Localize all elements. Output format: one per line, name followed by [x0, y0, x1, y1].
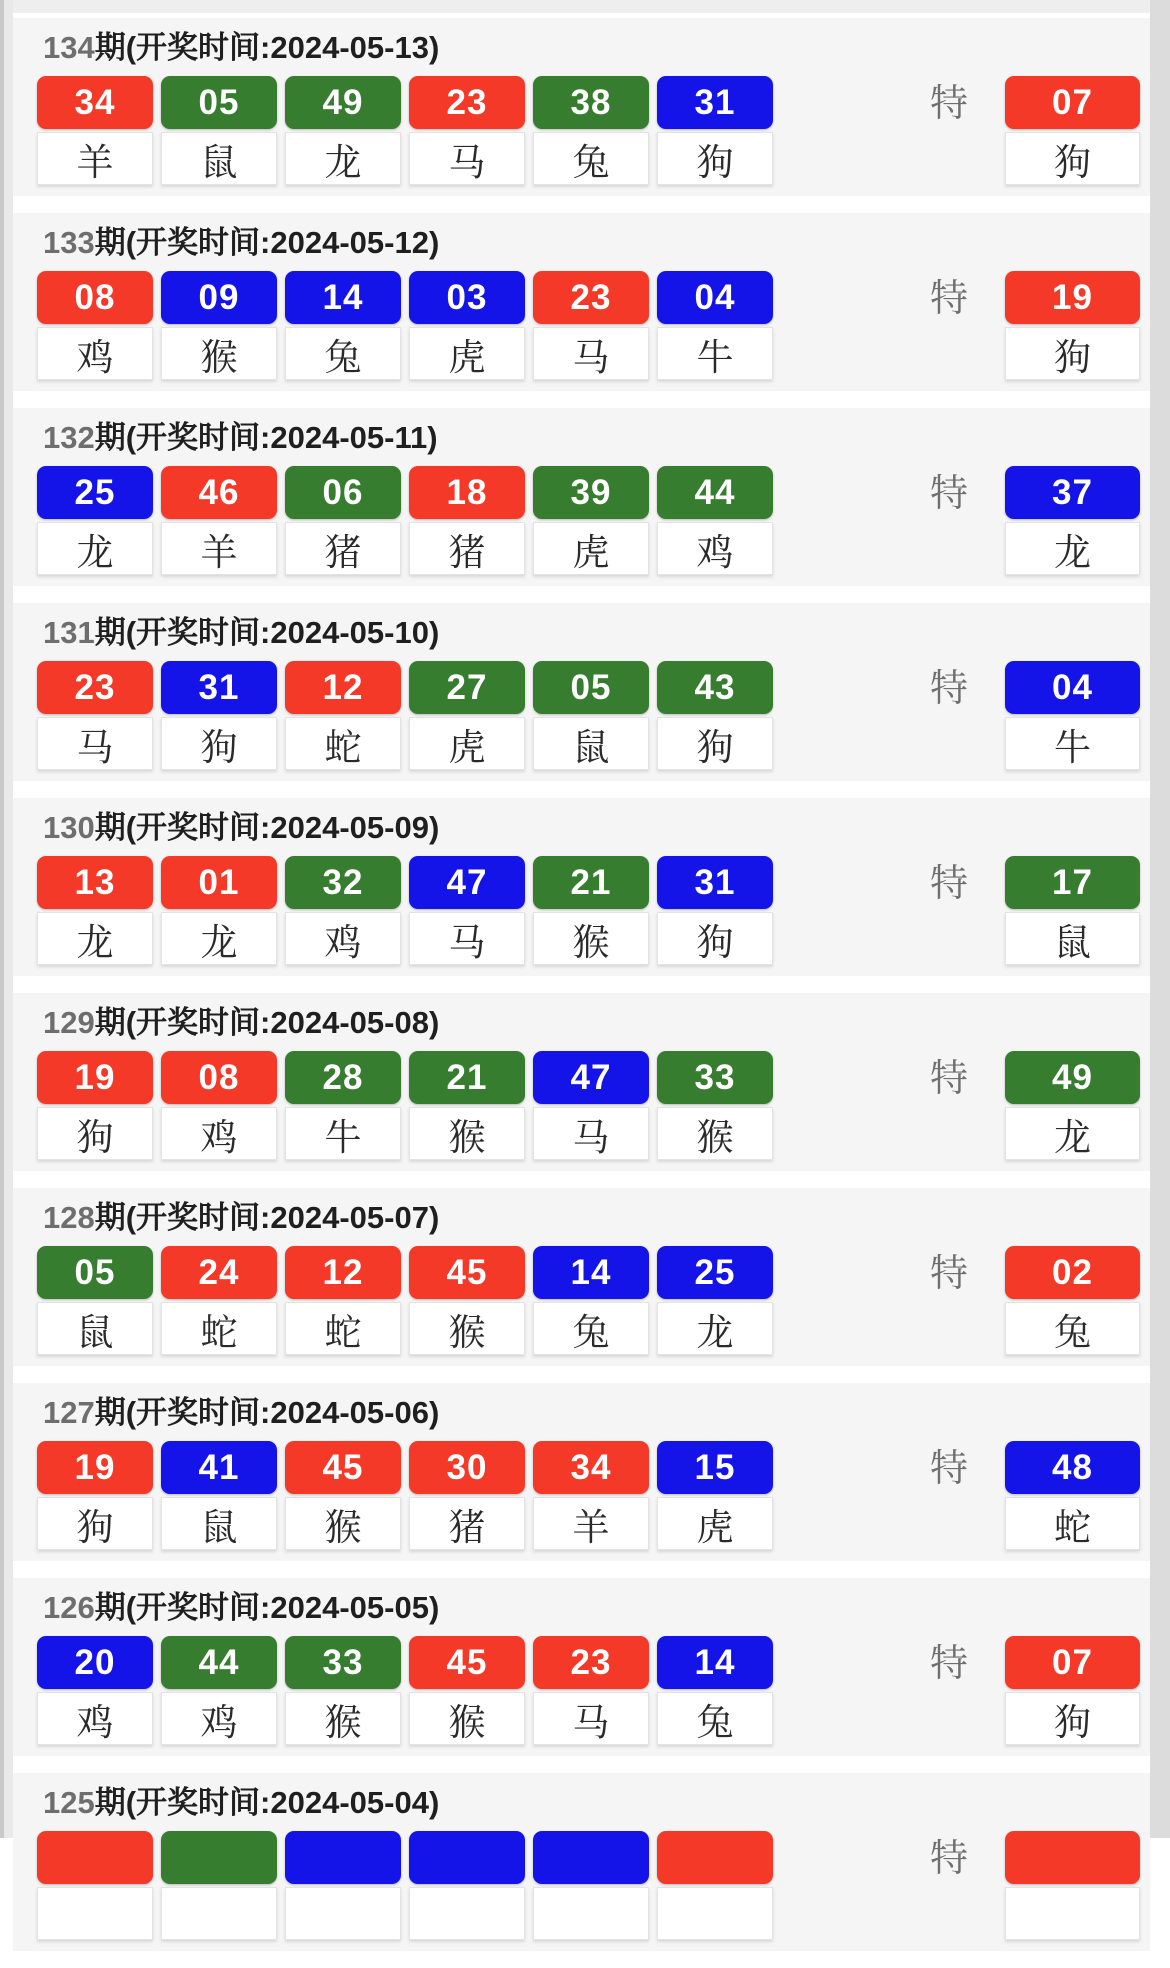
- special-number-ball: 19: [1005, 271, 1140, 324]
- zodiac-label: 狗: [657, 132, 773, 185]
- zodiac-label: 虎: [533, 522, 649, 575]
- zodiac-label: 虎: [657, 1497, 773, 1550]
- special-number-column: [1005, 661, 1140, 770]
- zodiac-label: 猪: [409, 522, 525, 575]
- number-column: [37, 1246, 153, 1355]
- zodiac-label: 鸡: [161, 1107, 277, 1160]
- special-zodiac-label: 龙: [1005, 1107, 1140, 1160]
- draw-section: [13, 603, 1150, 781]
- number-column: [285, 1831, 401, 1940]
- draw-date-info: 期(开奖时间:2024-05-07): [94, 1200, 440, 1235]
- special-number-ball: 04: [1005, 661, 1140, 714]
- ball-row: [13, 1636, 1150, 1745]
- special-number-ball: 17: [1005, 856, 1140, 909]
- ball-row: [13, 1246, 1150, 1355]
- draw-section: [13, 1188, 1150, 1366]
- number-ball: 30: [409, 1441, 525, 1494]
- number-ball: 14: [657, 1636, 773, 1689]
- special-number-column: [1005, 1246, 1140, 1355]
- zodiac-label: 马: [409, 912, 525, 965]
- ball-row: [13, 466, 1150, 575]
- number-column: [533, 661, 649, 770]
- number-column: [533, 1441, 649, 1550]
- zodiac-label: 羊: [37, 132, 153, 185]
- number-ball: 31: [161, 661, 277, 714]
- special-marker-label: 特: [929, 1448, 968, 1490]
- number-ball: 20: [37, 1636, 153, 1689]
- special-marker-label: 特: [929, 278, 968, 320]
- number-column: [657, 1636, 773, 1745]
- ball-row: [13, 661, 1150, 770]
- special-zodiac-label: 兔: [1005, 1302, 1140, 1355]
- number-column: [161, 661, 277, 770]
- number-column: [285, 856, 401, 965]
- draw-header: [43, 617, 1150, 649]
- zodiac-label: 龙: [657, 1302, 773, 1355]
- number-column: [37, 1441, 153, 1550]
- zodiac-label: 兔: [533, 132, 649, 185]
- zodiac-label: 鼠: [37, 1302, 153, 1355]
- zodiac-label: 羊: [533, 1497, 649, 1550]
- draw-header: [43, 1007, 1150, 1039]
- number-ball: 05: [533, 661, 649, 714]
- number-ball: 46: [161, 466, 277, 519]
- special-zodiac-label: 蛇: [1005, 1497, 1140, 1550]
- number-ball: 44: [161, 1636, 277, 1689]
- draw-section: [13, 993, 1150, 1171]
- special-number-column: [1005, 76, 1140, 185]
- special-zodiac-label: 鼠: [1005, 912, 1140, 965]
- zodiac-label: 牛: [285, 1107, 401, 1160]
- number-column: [533, 466, 649, 575]
- number-ball: 23: [409, 76, 525, 129]
- number-ball: [285, 1831, 401, 1884]
- zodiac-label: [533, 1887, 649, 1940]
- number-column: [409, 856, 525, 965]
- zodiac-label: 牛: [657, 327, 773, 380]
- draw-period-number: 128: [43, 1200, 95, 1235]
- number-ball: 06: [285, 466, 401, 519]
- draw-period-number: 131: [43, 615, 95, 650]
- draw-date-info: 期(开奖时间:2024-05-08): [94, 1005, 440, 1040]
- number-column: [409, 1831, 525, 1940]
- special-marker-label: 特: [929, 83, 968, 125]
- special-number-ball: 49: [1005, 1051, 1140, 1104]
- number-ball: 38: [533, 76, 649, 129]
- special-marker-label: 特: [929, 1058, 968, 1100]
- zodiac-label: [409, 1887, 525, 1940]
- number-column: [285, 661, 401, 770]
- number-column: [285, 271, 401, 380]
- special-number-column: [1005, 1051, 1140, 1160]
- draw-header: [43, 227, 1150, 259]
- special-number-column: [1005, 1831, 1140, 1940]
- number-ball: 12: [285, 661, 401, 714]
- number-column: [285, 1441, 401, 1550]
- zodiac-label: 狗: [37, 1497, 153, 1550]
- zodiac-label: 龙: [37, 522, 153, 575]
- zodiac-label: 狗: [657, 717, 773, 770]
- special-number-ball: 07: [1005, 76, 1140, 129]
- number-ball: 15: [657, 1441, 773, 1494]
- left-gutter: [0, 0, 13, 1838]
- draw-period-number: 130: [43, 810, 95, 845]
- special-zodiac-label: [1005, 1887, 1140, 1940]
- zodiac-label: 鸡: [285, 912, 401, 965]
- draw-date-info: 期(开奖时间:2024-05-12): [94, 225, 440, 260]
- zodiac-label: 鸡: [161, 1692, 277, 1745]
- number-ball: [37, 1831, 153, 1884]
- number-column: [409, 1246, 525, 1355]
- zodiac-label: 猴: [657, 1107, 773, 1160]
- number-column: [285, 466, 401, 575]
- special-number-column: [1005, 271, 1140, 380]
- special-marker-label: 特: [929, 473, 968, 515]
- zodiac-label: 猴: [533, 912, 649, 965]
- zodiac-label: 羊: [161, 522, 277, 575]
- number-column: [161, 466, 277, 575]
- number-ball: [533, 1831, 649, 1884]
- draw-section: [13, 408, 1150, 586]
- draw-date-info: 期(开奖时间:2024-05-09): [94, 810, 440, 845]
- draw-header: [43, 32, 1150, 64]
- zodiac-label: 狗: [37, 1107, 153, 1160]
- special-number-ball: 48: [1005, 1441, 1140, 1494]
- number-ball: 19: [37, 1441, 153, 1494]
- zodiac-label: 狗: [161, 717, 277, 770]
- ball-row: [13, 271, 1150, 380]
- number-ball: 05: [37, 1246, 153, 1299]
- zodiac-label: 兔: [533, 1302, 649, 1355]
- draw-section: [13, 1578, 1150, 1756]
- zodiac-label: 虎: [409, 327, 525, 380]
- zodiac-label: 猪: [285, 522, 401, 575]
- number-column: [37, 76, 153, 185]
- zodiac-label: 鼠: [161, 1497, 277, 1550]
- number-ball: 09: [161, 271, 277, 324]
- number-column: [657, 1831, 773, 1940]
- number-column: [409, 271, 525, 380]
- number-ball: 13: [37, 856, 153, 909]
- special-number-ball: 02: [1005, 1246, 1140, 1299]
- draw-header: [43, 422, 1150, 454]
- zodiac-label: 马: [533, 1692, 649, 1745]
- number-column: [161, 1636, 277, 1745]
- special-number-ball: 07: [1005, 1636, 1140, 1689]
- number-ball: 25: [37, 466, 153, 519]
- zodiac-label: 马: [533, 327, 649, 380]
- draw-header: [43, 812, 1150, 844]
- zodiac-label: [285, 1887, 401, 1940]
- special-marker-label: 特: [929, 668, 968, 710]
- draw-section: [13, 213, 1150, 391]
- number-column: [285, 1246, 401, 1355]
- number-column: [533, 1831, 649, 1940]
- number-ball: 43: [657, 661, 773, 714]
- draw-section: [13, 18, 1150, 196]
- draw-period-number: 133: [43, 225, 95, 260]
- number-ball: 14: [533, 1246, 649, 1299]
- number-column: [657, 661, 773, 770]
- number-column: [37, 271, 153, 380]
- special-zodiac-label: 狗: [1005, 327, 1140, 380]
- number-ball: 23: [37, 661, 153, 714]
- draw-period-number: 125: [43, 1785, 95, 1820]
- special-number-column: [1005, 1636, 1140, 1745]
- number-column: [37, 661, 153, 770]
- number-column: [657, 1246, 773, 1355]
- zodiac-label: 猴: [409, 1107, 525, 1160]
- draw-header: [43, 1202, 1150, 1234]
- draw-period-number: 134: [43, 30, 95, 65]
- number-column: [533, 1246, 649, 1355]
- draw-date-info: 期(开奖时间:2024-05-11): [94, 420, 438, 455]
- ball-row: [13, 1051, 1150, 1160]
- number-ball: 31: [657, 856, 773, 909]
- number-ball: [161, 1831, 277, 1884]
- number-ball: 24: [161, 1246, 277, 1299]
- number-column: [37, 856, 153, 965]
- draw-header: [43, 1397, 1150, 1429]
- special-marker-label: 特: [929, 1253, 968, 1295]
- number-column: [657, 271, 773, 380]
- zodiac-label: 龙: [161, 912, 277, 965]
- special-number-column: [1005, 466, 1140, 575]
- number-column: [161, 271, 277, 380]
- number-ball: 25: [657, 1246, 773, 1299]
- zodiac-label: 虎: [409, 717, 525, 770]
- special-zodiac-label: 狗: [1005, 132, 1140, 185]
- number-column: [533, 856, 649, 965]
- draw-date-info: 期(开奖时间:2024-05-13): [94, 30, 440, 65]
- special-number-ball: 37: [1005, 466, 1140, 519]
- number-column: [161, 1441, 277, 1550]
- number-column: [37, 1831, 153, 1940]
- zodiac-label: 狗: [657, 912, 773, 965]
- draw-date-info: 期(开奖时间:2024-05-05): [94, 1590, 440, 1625]
- draw-period-number: 126: [43, 1590, 95, 1625]
- draw-period-number: 127: [43, 1395, 95, 1430]
- draw-header: [43, 1592, 1150, 1624]
- number-ball: 05: [161, 76, 277, 129]
- ball-row: [13, 856, 1150, 965]
- draw-date-info: 期(开奖时间:2024-05-06): [94, 1395, 440, 1430]
- number-ball: [409, 1831, 525, 1884]
- number-ball: 44: [657, 466, 773, 519]
- number-column: [161, 1831, 277, 1940]
- draw-list: [13, 0, 1150, 1968]
- number-column: [409, 466, 525, 575]
- zodiac-label: 龙: [37, 912, 153, 965]
- zodiac-label: 鸡: [657, 522, 773, 575]
- zodiac-label: 马: [409, 132, 525, 185]
- special-number-ball: [1005, 1831, 1140, 1884]
- number-ball: 18: [409, 466, 525, 519]
- ball-row: [13, 1441, 1150, 1550]
- zodiac-label: 蛇: [285, 1302, 401, 1355]
- number-ball: 21: [533, 856, 649, 909]
- number-column: [657, 1441, 773, 1550]
- draw-date-info: 期(开奖时间:2024-05-10): [94, 615, 440, 650]
- zodiac-label: 蛇: [285, 717, 401, 770]
- number-column: [657, 76, 773, 185]
- number-ball: 39: [533, 466, 649, 519]
- number-ball: 03: [409, 271, 525, 324]
- draw-period-number: 132: [43, 420, 95, 455]
- special-zodiac-label: 龙: [1005, 522, 1140, 575]
- number-column: [161, 76, 277, 185]
- number-ball: 49: [285, 76, 401, 129]
- number-column: [409, 1051, 525, 1160]
- number-ball: 45: [409, 1636, 525, 1689]
- zodiac-label: [37, 1887, 153, 1940]
- number-ball: 27: [409, 661, 525, 714]
- number-ball: 33: [285, 1636, 401, 1689]
- zodiac-label: 猴: [285, 1497, 401, 1550]
- number-ball: 14: [285, 271, 401, 324]
- draw-section: [13, 798, 1150, 976]
- zodiac-label: 猪: [409, 1497, 525, 1550]
- number-ball: 41: [161, 1441, 277, 1494]
- ball-row: [13, 76, 1150, 185]
- number-column: [161, 856, 277, 965]
- zodiac-label: 龙: [285, 132, 401, 185]
- number-column: [37, 1636, 153, 1745]
- number-column: [285, 1636, 401, 1745]
- number-column: [657, 466, 773, 575]
- number-ball: 33: [657, 1051, 773, 1104]
- number-ball: 23: [533, 1636, 649, 1689]
- number-column: [409, 76, 525, 185]
- number-column: [657, 1051, 773, 1160]
- number-ball: [657, 1831, 773, 1884]
- draw-date-info: 期(开奖时间:2024-05-04): [94, 1785, 440, 1820]
- zodiac-label: [657, 1887, 773, 1940]
- zodiac-label: 蛇: [161, 1302, 277, 1355]
- zodiac-label: 马: [533, 1107, 649, 1160]
- number-ball: 45: [409, 1246, 525, 1299]
- number-ball: 08: [37, 271, 153, 324]
- number-ball: 23: [533, 271, 649, 324]
- number-column: [37, 466, 153, 575]
- number-column: [161, 1246, 277, 1355]
- number-column: [409, 1636, 525, 1745]
- zodiac-label: 鸡: [37, 327, 153, 380]
- number-ball: 34: [533, 1441, 649, 1494]
- draw-period-number: 129: [43, 1005, 95, 1040]
- special-number-column: [1005, 1441, 1140, 1550]
- number-column: [533, 76, 649, 185]
- special-marker-label: 特: [929, 863, 968, 905]
- number-column: [285, 1051, 401, 1160]
- number-ball: 12: [285, 1246, 401, 1299]
- zodiac-label: 鼠: [161, 132, 277, 185]
- number-column: [409, 661, 525, 770]
- zodiac-label: 鸡: [37, 1692, 153, 1745]
- number-ball: 04: [657, 271, 773, 324]
- number-column: [409, 1441, 525, 1550]
- number-ball: 47: [409, 856, 525, 909]
- number-ball: 47: [533, 1051, 649, 1104]
- zodiac-label: 鼠: [533, 717, 649, 770]
- number-ball: 08: [161, 1051, 277, 1104]
- special-zodiac-label: 牛: [1005, 717, 1140, 770]
- number-column: [657, 856, 773, 965]
- number-ball: 01: [161, 856, 277, 909]
- number-ball: 19: [37, 1051, 153, 1104]
- special-zodiac-label: 狗: [1005, 1692, 1140, 1745]
- draw-section: [13, 1773, 1150, 1951]
- number-column: [533, 1636, 649, 1745]
- zodiac-label: 马: [37, 717, 153, 770]
- special-number-column: [1005, 856, 1140, 965]
- zodiac-label: 兔: [657, 1692, 773, 1745]
- zodiac-label: 猴: [409, 1302, 525, 1355]
- zodiac-label: 猴: [409, 1692, 525, 1745]
- number-ball: 31: [657, 76, 773, 129]
- zodiac-label: 猴: [161, 327, 277, 380]
- ball-row: [13, 1831, 1150, 1940]
- scrollbar-track[interactable]: [1150, 0, 1170, 1838]
- special-marker-label: 特: [929, 1838, 968, 1880]
- number-column: [285, 76, 401, 185]
- number-ball: 34: [37, 76, 153, 129]
- number-column: [533, 271, 649, 380]
- number-ball: 45: [285, 1441, 401, 1494]
- number-ball: 21: [409, 1051, 525, 1104]
- special-marker-label: 特: [929, 1643, 968, 1685]
- zodiac-label: [161, 1887, 277, 1940]
- number-column: [533, 1051, 649, 1160]
- zodiac-label: 猴: [285, 1692, 401, 1745]
- zodiac-label: 兔: [285, 327, 401, 380]
- draw-section: [13, 1383, 1150, 1561]
- number-column: [161, 1051, 277, 1160]
- number-column: [37, 1051, 153, 1160]
- number-ball: 32: [285, 856, 401, 909]
- draw-header: [43, 1787, 1150, 1819]
- number-ball: 28: [285, 1051, 401, 1104]
